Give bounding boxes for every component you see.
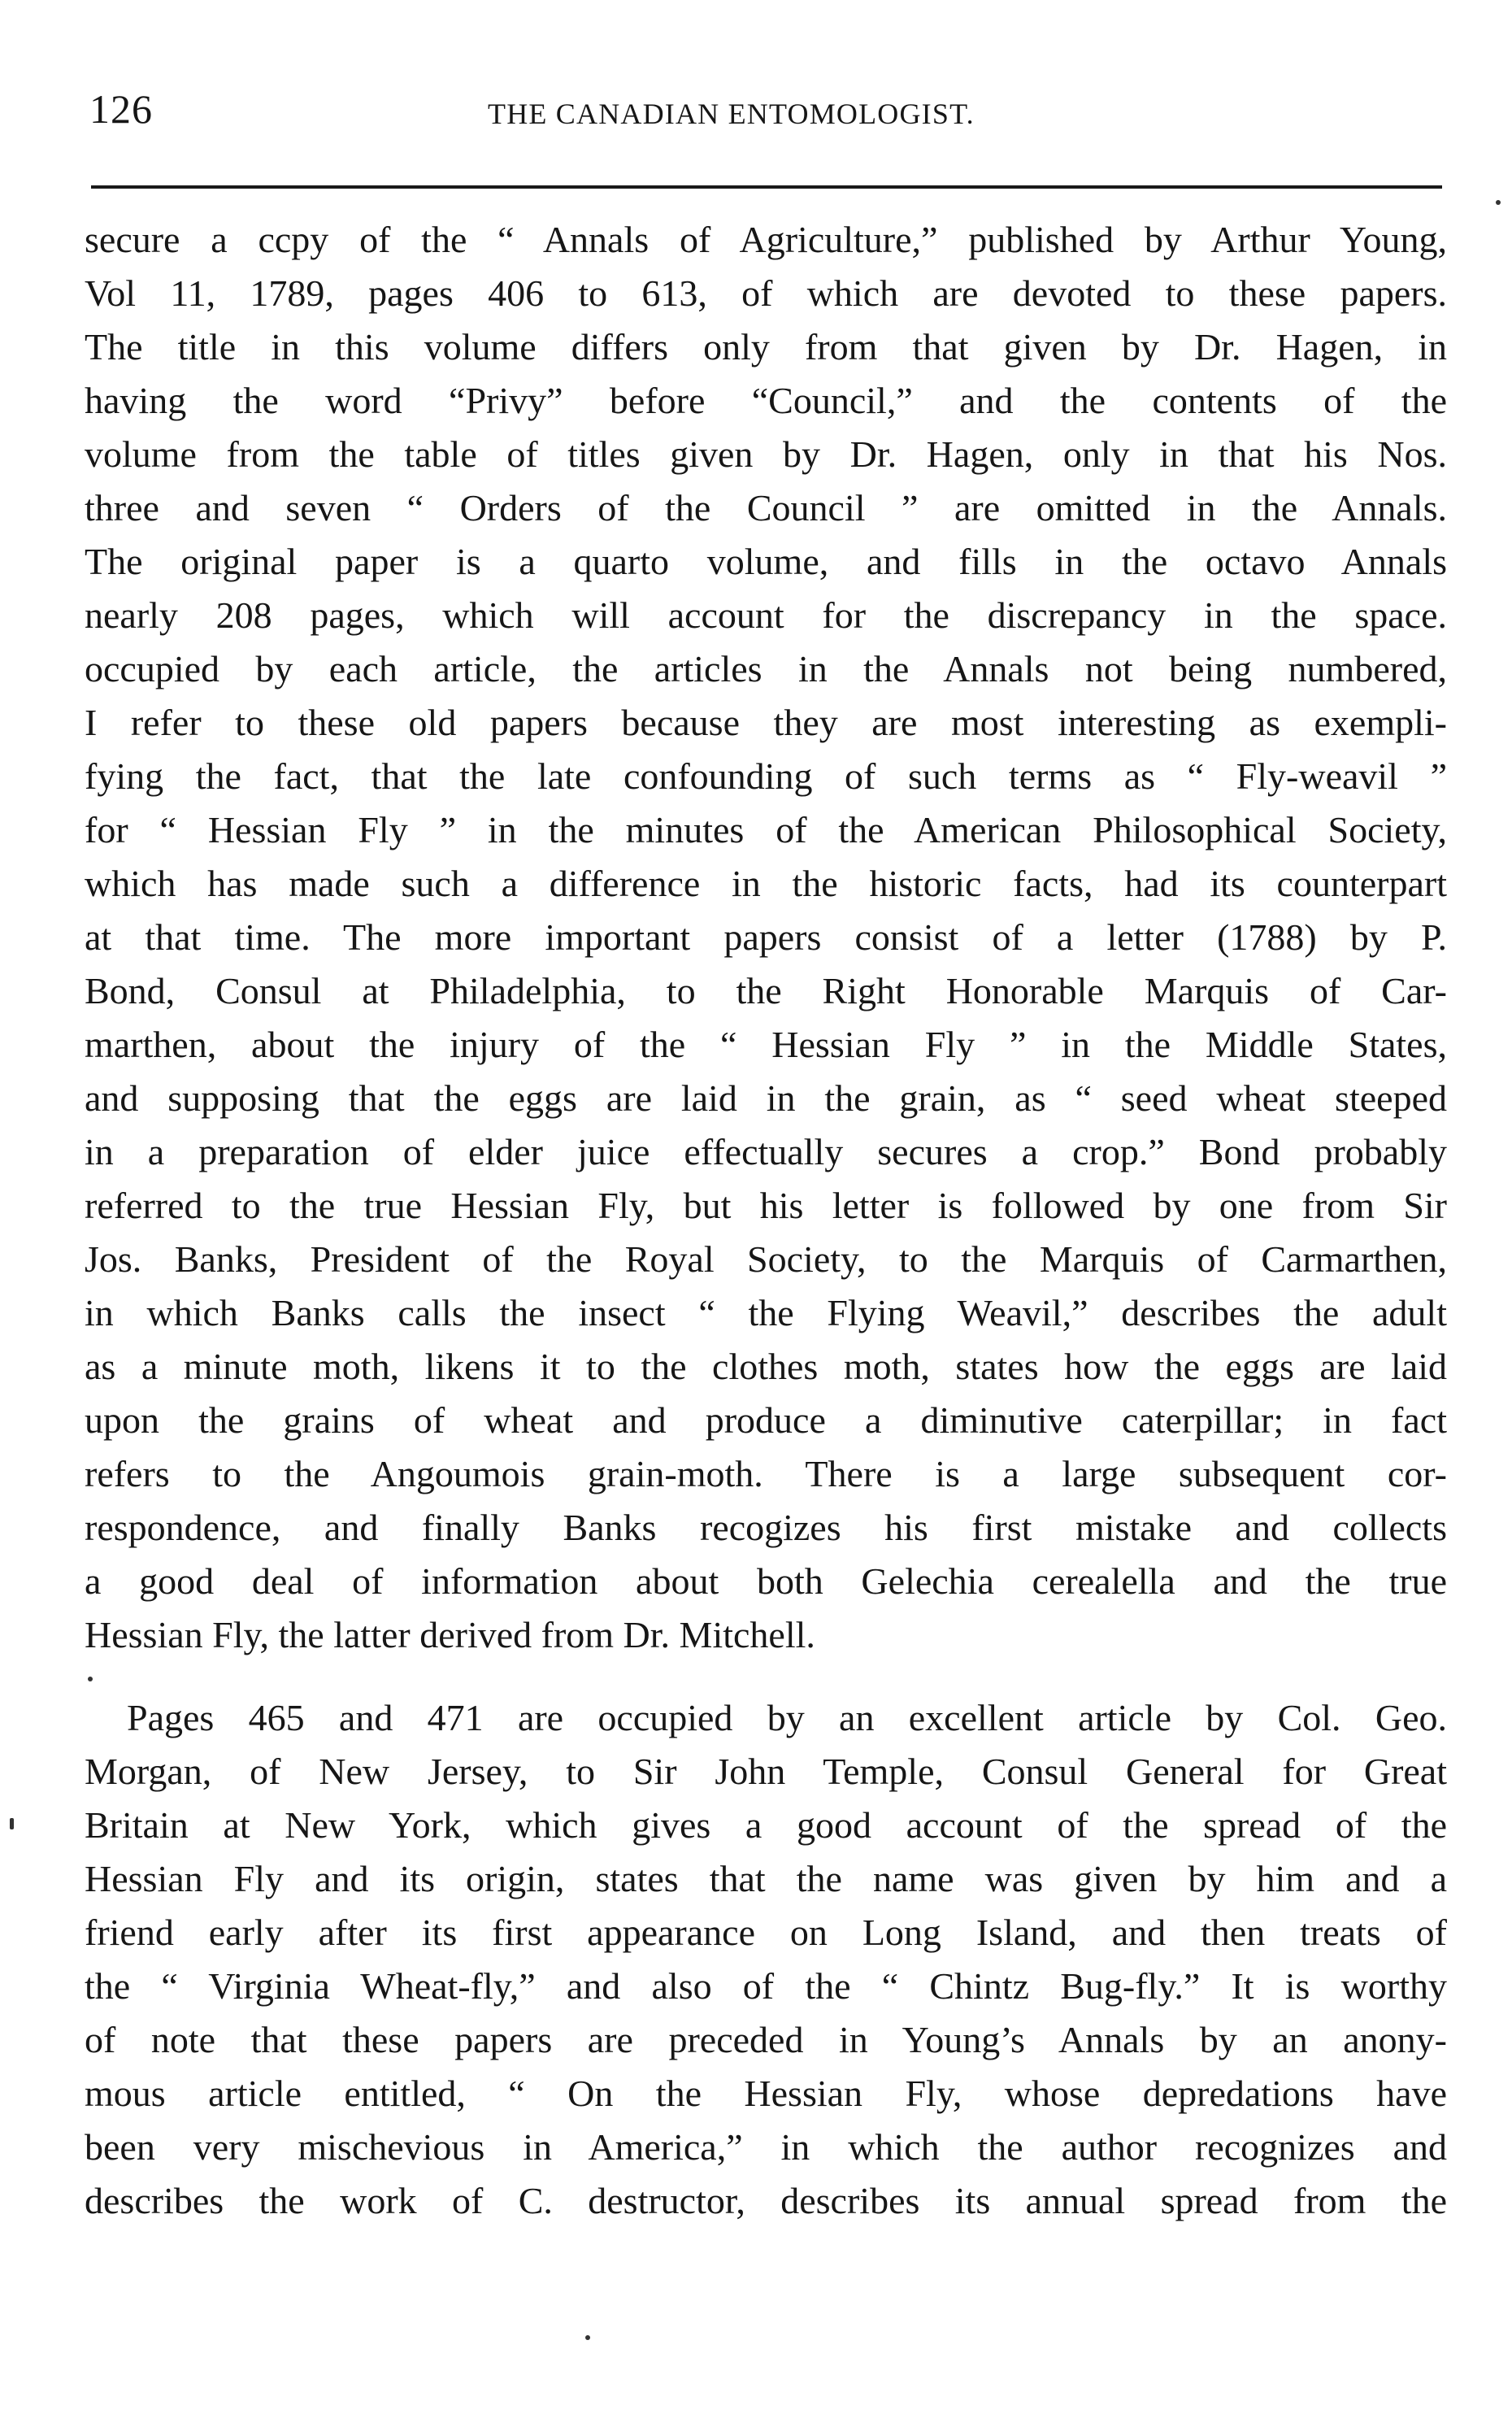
running-head xyxy=(89,85,1471,141)
print-speck xyxy=(585,2335,590,2340)
text-line: marthen, about the injury of the “ Hessian Fly ” in the Middle States, xyxy=(85,1024,1447,1065)
article-body xyxy=(85,213,1447,2228)
text-line: at that time. The more important papers consist of a letter (1788) by P. xyxy=(85,916,1447,958)
text-line: upon the grains of wheat and produce a diminutive caterpillar; in fact xyxy=(85,1399,1447,1441)
text-line: Britain at New York, which gives a good account of the spread of the xyxy=(85,1804,1447,1846)
text-line: of note that these papers are preceded in Young’s Annals by an anony- xyxy=(85,2019,1447,2060)
text-line: friend early after its first appearance on Long Island, and then treats of xyxy=(85,1912,1447,1953)
text-line: Morgan, of New Jersey, to Sir John Temple, Consul General for Great xyxy=(85,1751,1447,1792)
text-line: for “ Hessian Fly ” in the minutes of the American Philosophical Society, xyxy=(85,809,1447,850)
text-line: secure a ccpy of the “ Annals of Agriculture,” published by Arthur Young, xyxy=(85,219,1447,260)
text-line: the “ Virginia Wheat-fly,” and also of the “ Chintz Bug-fly.” It is worthy xyxy=(85,1965,1447,2007)
print-speck xyxy=(1496,200,1501,205)
journal-title: THE CANADIAN ENTOMOLOGIST. xyxy=(488,98,975,130)
text-line: Vol 11, 1789, pages 406 to 613, of which are devoted to these papers. xyxy=(85,272,1447,314)
text-line: which has made such a difference in the historic facts, had its counterpart xyxy=(85,863,1447,904)
header-rule xyxy=(91,185,1442,189)
text-line: Hessian Fly and its origin, states that the name was given by him and a xyxy=(85,1858,1447,1899)
text-line: as a minute moth, likens it to the clothes moth, states how the eggs are laid xyxy=(85,1346,1447,1387)
paragraph-1 xyxy=(85,213,1447,1662)
print-speck xyxy=(88,1677,93,1681)
text-line: Jos. Banks, President of the Royal Society, to the Marquis of Carmarthen, xyxy=(85,1238,1447,1280)
text-line: mous article entitled, “ On the Hessian Fly, whose depredations have xyxy=(85,2073,1447,2114)
text-line: Pages 465 and 471 are occupied by an excellent article by Col. Geo. xyxy=(127,1697,1447,1738)
paragraph-spacer xyxy=(85,1662,1447,1691)
text-line: refers to the Angoumois grain-moth. There is a large subsequent cor- xyxy=(85,1453,1447,1494)
paragraph-2 xyxy=(85,1691,1447,2228)
text-line: having the word “Privy” before “Council,” and the contents of the xyxy=(85,380,1447,421)
text-line: referred to the true Hessian Fly, but his letter is followed by one from Sir xyxy=(85,1185,1447,1226)
text-line: volume from the table of titles given by Dr. Hagen, only in that his Nos. xyxy=(85,433,1447,475)
text-line: occupied by each article, the articles in the Annals not being numbered, xyxy=(85,648,1447,689)
text-line: fying the fact, that the late confounding of such terms as “ Fly-weavil ” xyxy=(85,755,1447,797)
text-line: describes the work of C. destructor, describes its annual spread from the xyxy=(85,2180,1447,2221)
text-line: Bond, Consul at Philadelphia, to the Right Honorable Marquis of Car- xyxy=(85,970,1447,1011)
text-line: in which Banks calls the insect “ the Flying Weavil,” describes the adult xyxy=(85,1292,1447,1333)
text-line: The original paper is a quarto volume, and fills in the octavo Annals xyxy=(85,541,1447,582)
text-line: been very mischevious in America,” in which the author recognizes and xyxy=(85,2126,1447,2168)
page-number: 126 xyxy=(89,86,153,132)
text-line: The title in this volume differs only from that given by Dr. Hagen, in xyxy=(85,326,1447,368)
text-line: respondence, and finally Banks recogizes his first mistake and collects xyxy=(85,1507,1447,1548)
text-line: three and seven “ Orders of the Council ” are omitted in the Annals. xyxy=(85,487,1447,529)
text-line: Hessian Fly, the latter derived from Dr. Mitchell. xyxy=(85,1614,815,1655)
text-line: and supposing that the eggs are laid in the grain, as “ seed wheat steeped xyxy=(85,1077,1447,1119)
text-line: a good deal of information about both Gelechia cerealella and the true xyxy=(85,1560,1447,1602)
text-line: in a preparation of elder juice effectually secures a crop.” Bond probably xyxy=(85,1131,1447,1172)
text-line: I refer to these old papers because they are most interesting as exempli- xyxy=(85,702,1447,743)
text-line: nearly 208 pages, which will account for the discrepancy in the space. xyxy=(85,594,1447,636)
print-speck xyxy=(10,1818,14,1829)
